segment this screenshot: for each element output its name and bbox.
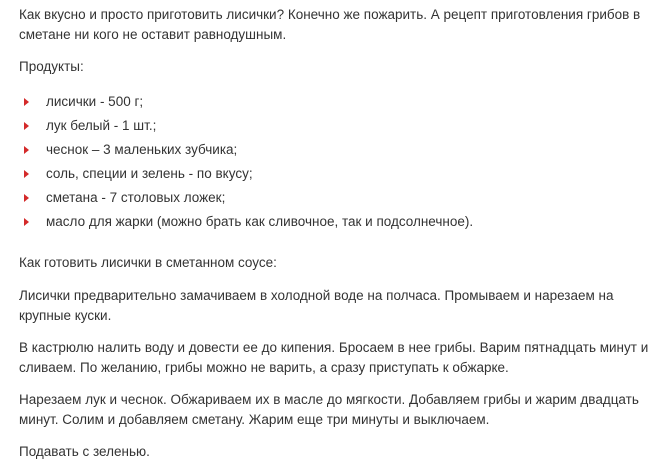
ingredient-text: масло для жарки (можно брать как сливочное, так и подсолнечное). — [46, 214, 474, 229]
ingredient-item — [19, 140, 473, 164]
products-heading: Продукты: — [19, 59, 84, 74]
ingredient-item — [19, 212, 473, 236]
serving-note: Подавать с зеленью. — [19, 444, 150, 459]
howto-heading: Как готовить лисички в сметанном соусе: — [19, 255, 277, 270]
bullet-triangle-icon — [24, 122, 29, 130]
bullet-triangle-icon — [24, 98, 29, 106]
ingredient-item — [19, 164, 473, 188]
step-paragraph-2: В кастрюлю налить воду и довести ее до кипения. Бросаем в нее грибы. Варим пятнадцать минут и сливаем. По желанию, грибы можно не варить, а сразу приступать к обжарке. — [19, 340, 649, 375]
ingredient-text: лисички - 500 г; — [46, 94, 144, 109]
ingredient-list — [19, 92, 473, 236]
ingredient-item — [19, 188, 473, 212]
bullet-triangle-icon — [24, 146, 29, 154]
bullet-triangle-icon — [24, 170, 29, 178]
ingredient-text: лук белый - 1 шт.; — [46, 118, 157, 133]
step-paragraph-3: Нарезаем лук и чеснок. Обжариваем их в масле до мягкости. Добавляем грибы и жарим двадцать минут. Солим и добавляем сметану. Жарим еще три минуты и выключаем. — [19, 392, 639, 427]
ingredient-text: сметана - 7 столовых ложек; — [46, 190, 226, 205]
ingredient-text: соль, специи и зелень - по вкусу; — [46, 166, 253, 181]
ingredient-text: чеснок – 3 маленьких зубчика; — [46, 142, 238, 157]
intro-paragraph: Как вкусно и просто приготовить лисички? Конечно же пожарить. А рецепт приготовления грибов в сметане ни кого не оставит равнодушным. — [19, 7, 641, 42]
ingredient-item — [19, 92, 473, 116]
step-paragraph-1: Лисички предварительно замачиваем в холодной воде на полчаса. Промываем и нарезаем на крупные куски. — [19, 288, 614, 323]
bullet-triangle-icon — [24, 218, 29, 226]
bullet-triangle-icon — [24, 194, 29, 202]
ingredient-item — [19, 116, 473, 140]
